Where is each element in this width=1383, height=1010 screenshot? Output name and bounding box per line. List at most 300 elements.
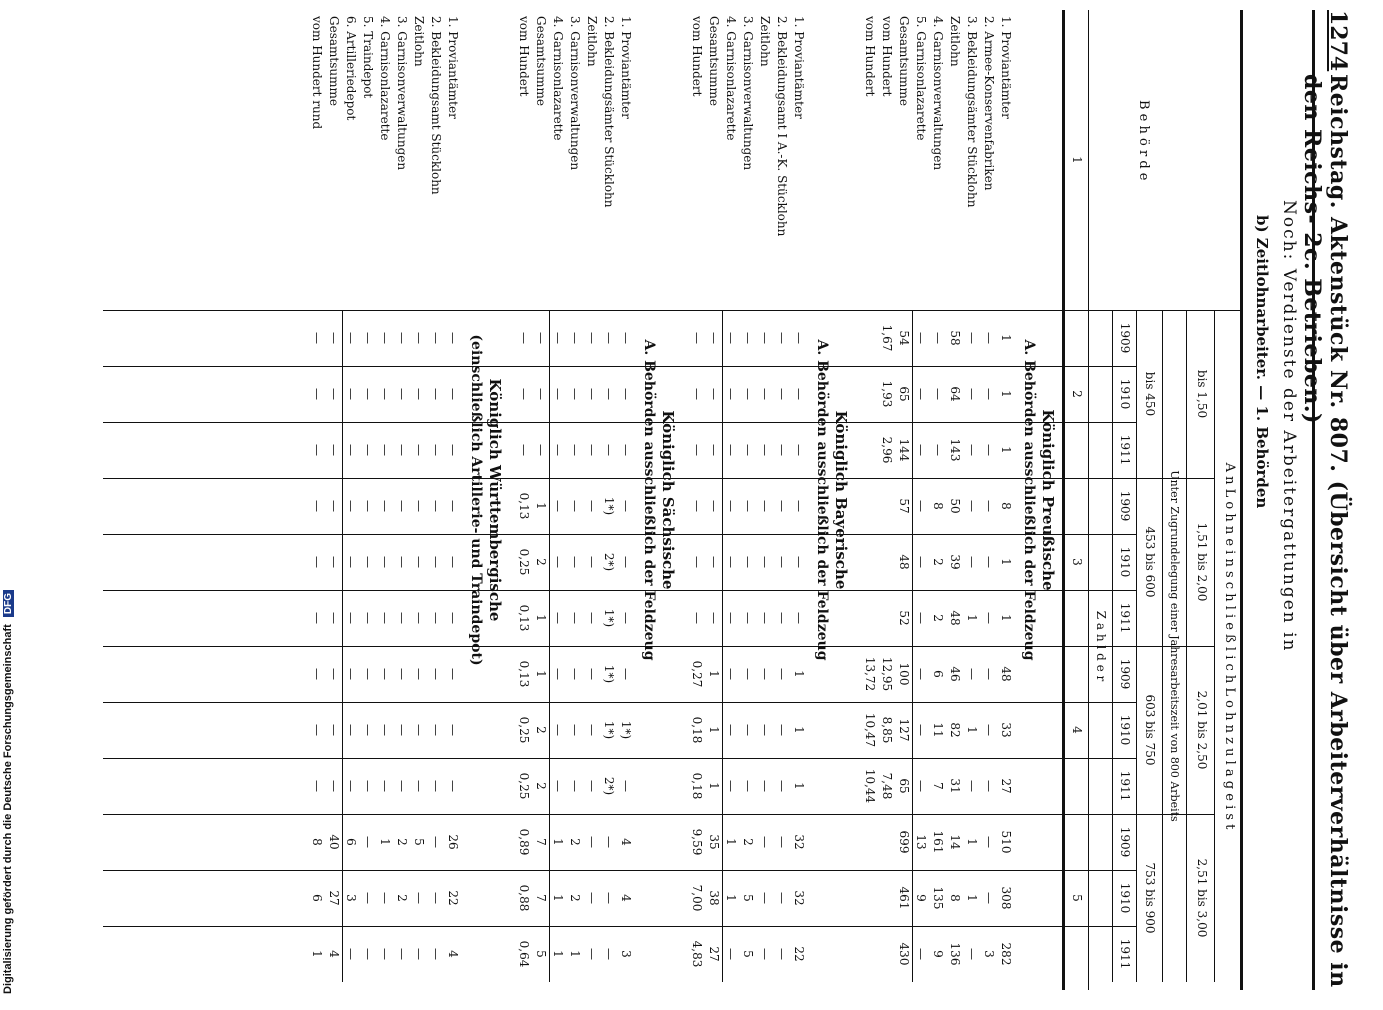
table-cell: — [707,556,721,568]
table-cell: — [429,724,443,736]
band-rule [1186,310,1187,982]
row-label: vom Hundert [690,16,704,97]
table-cell: 7 [534,838,548,846]
table-cell: 35 [707,834,721,850]
table-cell: — [310,724,324,736]
row-label: 2. Bekleidungsämter Stücklohn [602,16,616,208]
table-cell: 2 [931,614,945,622]
table-cell: — [707,388,721,400]
table-cell: — [327,444,341,456]
table-cell: — [378,500,392,512]
table-cell: 4 [619,894,633,902]
table-cell: — [724,724,738,736]
row-label: Gesamtsumme [534,16,548,106]
table-cell: — [724,612,738,624]
row-label: 1. Proviantämter [792,16,806,119]
table-cell: 1*) [602,496,616,516]
table-cell: — [619,612,633,624]
table-cell: 0,13 [517,660,531,688]
table-cell: 32 [792,834,806,850]
table-cell: — [429,332,443,344]
table-cell: — [344,668,358,680]
sum-rule [342,310,343,982]
table-cell: 13,72 [863,656,877,692]
table-cell: — [585,892,599,904]
table-top-rule [1240,10,1243,990]
table-cell: — [395,780,409,792]
table-cell: — [914,612,928,624]
table-cell: 1 [999,446,1013,454]
table-cell: — [982,892,996,904]
colnum-bottom-rule [1062,10,1065,990]
row-label: 2. Armee-Konservenfabriken [982,16,996,191]
table-cell: — [585,388,599,400]
table-cell: 430 [897,942,911,966]
year-label: 1909 [1118,490,1132,522]
table-cell: 136 [948,942,962,966]
table-cell: 2 [568,838,582,846]
table-cell: — [395,556,409,568]
table-cell: — [690,556,704,568]
table-cell: — [310,780,324,792]
table-cell: 5 [534,950,548,958]
section-heading: A. Behörden ausschließlich der Feldzeug [641,339,657,661]
table-cell: — [412,556,426,568]
table-cell: — [568,612,582,624]
table-cell: 9,59 [690,828,704,856]
table-cell: 1 [965,726,979,734]
table-cell: — [585,780,599,792]
table-cell: — [534,388,548,400]
table-cell: 2 [395,894,409,902]
table-cell: — [775,612,789,624]
row-label: 5. Traindepot [361,16,375,99]
table-cell: — [412,612,426,624]
row-label: 3. Bekleidungsämter Stücklohn [965,16,979,208]
table-cell: 1 [999,390,1013,398]
table-cell: 4,83 [690,940,704,968]
table-cell: — [327,612,341,624]
table-cell: — [982,388,996,400]
table-cell: 3 [619,950,633,958]
table-cell: — [931,444,945,456]
table-cell: — [517,332,531,344]
table-cell: — [395,948,409,960]
table-cell: — [378,332,392,344]
table-cell: 1*) [619,720,633,740]
section-heading: A. Behörden ausschließlich der Feldzeug [814,339,830,661]
table-cell: 1 [310,950,324,958]
table-cell: — [982,780,996,792]
row-label: Gesamtsumme [327,16,341,106]
table-cell: — [517,388,531,400]
table-cell: — [361,500,375,512]
table-cell: — [344,948,358,960]
table-cell: — [551,444,565,456]
footer-credit [2,574,14,994]
table-cell: — [758,668,772,680]
table-cell: 1,93 [880,380,894,408]
table-cell: — [361,612,375,624]
table-cell: — [775,892,789,904]
table-cell: 2 [931,558,945,566]
table-cell: — [585,500,599,512]
table-cell: — [965,500,979,512]
table-cell: 27 [999,778,1013,794]
group-heading: A n L o h n e i n s c h l i e ß l i c h L o h n z u l a g e i s t [1222,462,1237,830]
table-cell: 7,48 [880,772,894,800]
table-cell: 0,25 [517,772,531,800]
row-label: vom Hundert [863,16,877,97]
section-heading: A. Behörden ausschließlich der Feldzeug [1021,339,1037,661]
table-cell: 144 [897,438,911,462]
table-cell: — [395,668,409,680]
table-cell: 0,13 [517,604,531,632]
page-number: 1274 [1325,10,1351,72]
table-cell: 1 [568,950,582,958]
table-cell: — [775,780,789,792]
table-cell: — [758,780,772,792]
table-cell: — [965,556,979,568]
table-cell: — [741,612,755,624]
row-label: Zeitlohn [758,16,772,67]
year-label: 1910 [1118,882,1132,914]
table-cell: — [965,332,979,344]
table-cell: — [914,668,928,680]
table-cell: — [446,388,460,400]
table-cell: — [758,556,772,568]
table-cell: — [344,388,358,400]
table-cell: — [690,500,704,512]
table-cell: 6 [931,670,945,678]
table-cell: 57 [897,498,911,514]
table-cell: 8 [310,838,324,846]
table-cell: — [395,444,409,456]
table-cell: — [446,668,460,680]
table-cell: — [775,388,789,400]
table-cell: — [568,332,582,344]
table-cell: — [965,780,979,792]
table-cell: 8,85 [880,716,894,744]
column-number: 2 [1070,390,1084,398]
table-cell: — [914,948,928,960]
table-cell: — [310,388,324,400]
table-cell: — [446,444,460,456]
table-cell: 22 [446,890,460,906]
band-label: bis 1,50 [1195,369,1209,419]
table-cell: — [931,388,945,400]
row-label: 3. Garnisonverwaltungen [741,16,755,171]
table-cell: — [412,444,426,456]
year-label: 1910 [1118,714,1132,746]
table-cell: — [310,668,324,680]
state-heading: Königlich Sächsische [659,410,677,590]
table-cell: — [568,556,582,568]
table-cell: 2,96 [880,436,894,464]
table-cell: 0,27 [690,660,704,688]
table-cell: 1 [792,782,806,790]
table-cell: 2 [568,894,582,902]
state-heading: Königlich Bayerische [832,410,850,590]
table-cell: — [568,388,582,400]
table-cell: 135 [931,886,945,910]
range-rule [1136,310,1137,982]
table-cell: — [982,444,996,456]
table-cell: — [775,836,789,848]
table-cell: — [446,556,460,568]
table-cell: — [758,332,772,344]
table-cell: — [551,724,565,736]
table-cell: — [361,388,375,400]
table-cell: — [361,780,375,792]
table-cell: — [914,388,928,400]
table-cell: — [982,332,996,344]
table-cell: — [741,780,755,792]
table-cell: 1 [724,838,738,846]
table-cell: 2 [534,558,548,566]
table-cell: — [690,612,704,624]
table-cell: — [310,500,324,512]
table-cell: 1 [378,838,392,846]
table-cell: — [327,332,341,344]
table-cell: — [327,668,341,680]
table-cell: 0,18 [690,772,704,800]
table-cell: — [724,332,738,344]
table-cell: — [551,612,565,624]
table-cell: 27 [327,890,341,906]
table-cell: — [741,388,755,400]
table-cell: 10,44 [863,768,877,804]
table-cell: — [361,892,375,904]
table-cell: — [429,892,443,904]
table-cell: — [982,668,996,680]
table-cell: — [758,444,772,456]
table-cell: — [775,948,789,960]
table-cell: 1 [551,894,565,902]
table-cell: 58 [948,330,962,346]
table-cell: 0,25 [517,548,531,576]
table-cell: 100 [897,662,911,686]
table-cell: 2 [534,726,548,734]
table-cell: 0,13 [517,492,531,520]
row-label: 4. Garnisonlazarette [551,16,565,141]
year-label: 1911 [1118,602,1132,634]
table-cell: — [534,332,548,344]
page-header [1299,10,1353,990]
row-label: 4. Garnisonverwaltungen [931,16,945,171]
band-label: 1,51 bis 2,00 [1195,522,1209,602]
table-cell: — [758,388,772,400]
table-cell: 64 [948,386,962,402]
table-cell: — [724,500,738,512]
table-cell: — [327,780,341,792]
table-cell: — [310,556,324,568]
table-cell: 3 [982,950,996,958]
table-cell: 27 [707,946,721,962]
section-title: b) Zeitlohnarbeiter. — 1. Behörden [1253,215,1271,509]
table-cell: 1,67 [880,324,894,352]
table-cell: — [344,332,358,344]
table-cell: 1*) [602,608,616,628]
table-cell: 14 [948,834,962,850]
table-cell: — [585,556,599,568]
table-cell: — [792,388,806,400]
table-cell: — [568,500,582,512]
table-cell: — [361,556,375,568]
table-cell: 0,88 [517,884,531,912]
table-cell: 65 [897,386,911,402]
section-heading: (einschließlich Artillerie- und Traindepot) [468,334,484,666]
table-cell: — [446,724,460,736]
table-cell: — [551,668,565,680]
year-label: 1909 [1118,658,1132,690]
table-cell: — [585,948,599,960]
table-cell: 12,95 [880,656,894,692]
table-cell: 1 [999,334,1013,342]
table-cell: 8 [948,894,962,902]
table-cell: — [602,388,616,400]
table-cell: 48 [897,554,911,570]
basis-rule [1162,310,1163,982]
table-cell: 40 [327,834,341,850]
range-label: bis 450 [1143,371,1157,417]
year-rule [1112,310,1113,982]
table-cell: — [378,668,392,680]
table-cell: — [792,332,806,344]
subtitle: Noch: Verdienste der Arbeitergattungen in [1279,200,1299,653]
year-label: 1910 [1118,546,1132,578]
table-cell: — [707,612,721,624]
table-cell: — [446,612,460,624]
row-label: vom Hundert rund [310,16,324,130]
table-cell: — [585,836,599,848]
table-cell: 39 [948,554,962,570]
band-label: 2,51 bis 3,00 [1195,858,1209,938]
table-cell: — [551,500,565,512]
table-cell: — [585,668,599,680]
table-cell: 6 [344,838,358,846]
range-label: 753 bis 900 [1143,862,1157,934]
row-label: 4. Garnisonlazarette [724,16,738,141]
table-cell: 161 [931,830,945,854]
table-cell: — [395,612,409,624]
row-label: vom Hundert [880,16,894,97]
table-cell: 5 [412,838,426,846]
table-cell: — [310,444,324,456]
table-cell: 50 [948,498,962,514]
table-cell: — [619,556,633,568]
table-cell: — [619,332,633,344]
table-cell: 32 [792,890,806,906]
table-cell: 1 [534,614,548,622]
table-cell: — [741,668,755,680]
table-cell: 9 [914,894,928,902]
table-cell: — [429,948,443,960]
table-cell: 3 [344,894,358,902]
table-cell: 48 [948,610,962,626]
table-cell: — [724,556,738,568]
basis-note: Unter Zugrundelegung einer Jahresarbeitszeit von 800 Arbeits [1168,470,1181,822]
table-cell: 10,47 [863,712,877,748]
table-cell: — [429,444,443,456]
table-cell: — [412,724,426,736]
table-cell: — [412,948,426,960]
table-cell: — [741,332,755,344]
sum-rule [912,310,913,982]
table-cell: 1 [792,726,806,734]
table-cell: 6 [310,894,324,902]
table-cell: — [412,892,426,904]
table-cell: 82 [948,722,962,738]
table-cell: — [344,500,358,512]
table-cell: — [931,332,945,344]
table-cell: 1 [965,838,979,846]
state-heading: Königlich Württembergische [486,378,504,622]
table-cell: — [775,668,789,680]
table-cell: — [412,668,426,680]
row-label: Zeitlohn [585,16,599,67]
table-cell: — [965,388,979,400]
table-cell: — [344,612,358,624]
row-label: Zeitlohn [948,16,962,67]
table-cell: 0,89 [517,828,531,856]
table-cell: 0,64 [517,940,531,968]
table-cell: 7 [931,782,945,790]
table-cell: — [690,332,704,344]
table-cell: — [741,556,755,568]
table-cell: 1 [965,894,979,902]
table-cell: 282 [999,942,1013,966]
table-cell: — [395,500,409,512]
table-cell: 1 [724,894,738,902]
row-label: 6. Artilleriedepot [344,16,358,121]
table-cell: — [395,724,409,736]
table-cell: — [758,892,772,904]
table-cell: — [775,500,789,512]
column-number: 4 [1070,726,1084,734]
table-cell: — [361,836,375,848]
table-cell: — [310,332,324,344]
row-label: 3. Garnisonverwaltungen [395,16,409,171]
table-cell: — [792,444,806,456]
column-number: 3 [1070,558,1084,566]
year-label: 1910 [1118,378,1132,410]
table-cell: — [412,500,426,512]
table-cell: 46 [948,666,962,682]
row-label: 1. Proviantämter [446,16,460,119]
table-cell: — [412,388,426,400]
table-cell: — [741,500,755,512]
table-cell: 0,25 [517,716,531,744]
table-cell: — [395,388,409,400]
table-cell: 461 [897,886,911,910]
table-cell: — [724,388,738,400]
table-cell: 65 [897,778,911,794]
table-cell: — [551,388,565,400]
table-cell: — [568,724,582,736]
table-cell: 48 [999,666,1013,682]
table-cell: — [361,948,375,960]
table-cell: — [602,332,616,344]
table-cell: — [551,556,565,568]
table-cell: — [982,500,996,512]
table-cell: 52 [897,610,911,626]
table-cell: — [344,724,358,736]
table-cell: — [619,388,633,400]
table-cell: 8 [931,502,945,510]
table-cell: 26 [446,834,460,850]
table-cell: — [741,724,755,736]
